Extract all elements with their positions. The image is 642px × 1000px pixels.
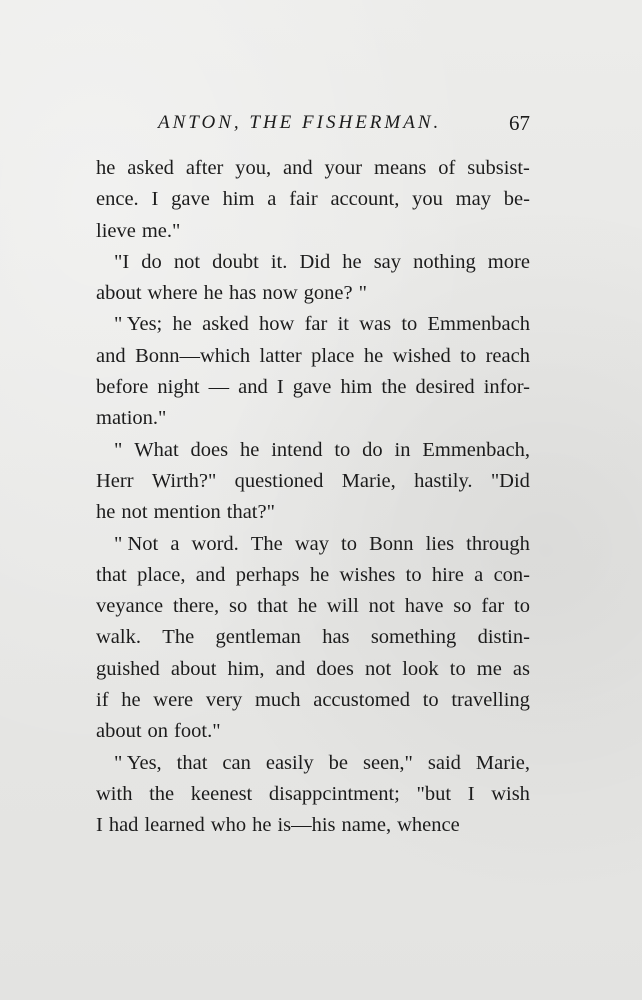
word: him bbox=[340, 376, 373, 399]
word: that?" bbox=[226, 501, 275, 524]
word: "Did bbox=[490, 469, 530, 492]
word: " bbox=[114, 438, 123, 461]
word: foot." bbox=[174, 720, 221, 743]
word: may bbox=[455, 188, 491, 211]
word: he bbox=[363, 344, 384, 367]
word: intend bbox=[271, 438, 323, 461]
word: has bbox=[229, 282, 257, 305]
text-line bbox=[96, 466, 530, 497]
word: gave bbox=[292, 376, 332, 399]
paragraph bbox=[96, 748, 530, 842]
word: much bbox=[254, 689, 301, 712]
word: so bbox=[453, 595, 472, 618]
word: asked bbox=[127, 157, 174, 179]
word: something bbox=[370, 626, 457, 649]
word: to bbox=[514, 595, 530, 618]
word: asked bbox=[202, 313, 249, 336]
word: that bbox=[176, 751, 208, 774]
word: gentleman bbox=[215, 626, 301, 649]
word: about bbox=[96, 720, 142, 743]
word: he bbox=[309, 563, 330, 586]
word: place bbox=[311, 344, 355, 367]
word: learned bbox=[144, 814, 205, 837]
word: a bbox=[170, 532, 180, 555]
word: word. bbox=[191, 532, 239, 555]
word: it bbox=[337, 313, 349, 336]
word: him, bbox=[227, 657, 265, 680]
word: gave bbox=[171, 188, 210, 211]
word: " Not bbox=[114, 532, 159, 555]
text-line bbox=[96, 716, 530, 747]
word: wishes bbox=[339, 563, 396, 586]
word: said bbox=[427, 751, 461, 774]
text-line bbox=[96, 591, 530, 622]
word: that bbox=[96, 563, 127, 586]
word: perhaps bbox=[235, 563, 300, 586]
word: look bbox=[402, 657, 439, 680]
word: in bbox=[394, 438, 411, 461]
text-line bbox=[96, 403, 530, 434]
word: have bbox=[404, 595, 444, 618]
word: to bbox=[401, 313, 418, 336]
word: he bbox=[172, 313, 192, 336]
text-line bbox=[96, 216, 530, 247]
word: veyance bbox=[96, 595, 164, 618]
word: I bbox=[96, 814, 103, 837]
word: to bbox=[334, 438, 351, 461]
word: were bbox=[153, 689, 194, 712]
word: very bbox=[205, 689, 243, 712]
word: and bbox=[238, 376, 268, 399]
word: to bbox=[422, 689, 439, 712]
text-line bbox=[96, 560, 530, 591]
text-line bbox=[96, 153, 530, 184]
word: to bbox=[405, 563, 422, 586]
word: Bonn bbox=[369, 532, 414, 555]
word: and bbox=[275, 657, 306, 680]
word: it. bbox=[270, 250, 288, 273]
word: lies bbox=[425, 532, 455, 555]
word: does bbox=[190, 438, 229, 461]
word: gone? bbox=[303, 282, 353, 305]
word: wish bbox=[491, 782, 530, 805]
word: Marie, bbox=[475, 751, 530, 774]
word: with bbox=[96, 782, 133, 805]
text-line bbox=[96, 247, 530, 278]
word: has bbox=[322, 626, 350, 649]
body-text bbox=[96, 153, 530, 842]
word: that bbox=[257, 595, 288, 618]
word: say bbox=[373, 250, 402, 273]
text-line bbox=[96, 748, 530, 779]
word: do bbox=[362, 438, 383, 461]
word: easily bbox=[265, 751, 314, 774]
word: and bbox=[96, 344, 126, 367]
word: travelling bbox=[451, 689, 530, 712]
word: does bbox=[316, 657, 354, 680]
word: latter bbox=[259, 344, 302, 367]
paragraph bbox=[96, 435, 530, 529]
word: do bbox=[141, 250, 162, 273]
word: not bbox=[364, 657, 392, 680]
word: seen," bbox=[363, 751, 413, 774]
word: hastily. bbox=[414, 469, 473, 492]
word: and bbox=[283, 157, 313, 179]
word: to bbox=[449, 657, 466, 680]
word: mation." bbox=[96, 407, 167, 430]
word: night bbox=[157, 376, 200, 399]
word: — bbox=[208, 376, 230, 399]
paragraph bbox=[96, 153, 530, 247]
word: guished bbox=[96, 657, 160, 680]
word: there, bbox=[173, 595, 220, 618]
word: Emmenbach, bbox=[422, 438, 530, 461]
word: not bbox=[368, 595, 395, 618]
word: he bbox=[297, 595, 318, 618]
word: whence bbox=[397, 814, 460, 837]
word: not bbox=[173, 250, 201, 273]
word: hire bbox=[431, 563, 464, 586]
word: you, bbox=[235, 157, 272, 179]
word: where bbox=[147, 282, 198, 305]
word: ence. bbox=[96, 188, 139, 211]
word: on bbox=[147, 720, 169, 743]
word: The bbox=[162, 626, 195, 649]
word: Did bbox=[299, 250, 331, 273]
word: The bbox=[250, 532, 283, 555]
word: he bbox=[121, 689, 141, 712]
word: I bbox=[467, 782, 475, 805]
word: not bbox=[121, 501, 148, 524]
word: me bbox=[476, 657, 502, 680]
paragraph bbox=[96, 309, 530, 434]
word: him bbox=[222, 188, 255, 211]
text-line bbox=[96, 779, 530, 810]
word: I bbox=[276, 376, 284, 399]
word: he bbox=[342, 250, 362, 273]
word: is—his bbox=[277, 814, 336, 837]
word: to bbox=[460, 344, 477, 367]
text-line bbox=[96, 497, 530, 528]
word: lieve bbox=[96, 219, 136, 242]
running-title: ANTON, THE FISHERMAN. bbox=[158, 112, 442, 133]
word: account, bbox=[330, 188, 400, 211]
word: place, bbox=[137, 563, 186, 586]
word: subsist- bbox=[467, 157, 530, 179]
word: Bonn—which bbox=[135, 344, 251, 367]
word: a bbox=[267, 188, 277, 211]
word: " bbox=[358, 282, 367, 305]
word: you bbox=[412, 188, 443, 211]
word: to bbox=[341, 532, 357, 555]
word: how bbox=[259, 313, 295, 336]
text-line bbox=[96, 810, 530, 841]
word: be bbox=[328, 751, 349, 774]
word: he bbox=[252, 814, 272, 837]
page-number: 67 bbox=[509, 111, 530, 135]
word: through bbox=[466, 532, 530, 555]
word: he bbox=[203, 282, 223, 305]
word: far bbox=[481, 595, 505, 618]
word: accustomed bbox=[313, 689, 410, 712]
word: way bbox=[294, 532, 329, 555]
word: I bbox=[151, 188, 159, 211]
word: the bbox=[381, 376, 407, 399]
word: walk. bbox=[96, 626, 141, 649]
word: questioned bbox=[234, 469, 324, 492]
word: What bbox=[134, 438, 179, 461]
word: " Yes, bbox=[114, 751, 162, 774]
word: about bbox=[170, 657, 217, 680]
word: means bbox=[374, 157, 427, 179]
word: desired bbox=[415, 376, 475, 399]
word: nothing bbox=[413, 250, 476, 273]
text-line bbox=[96, 654, 530, 685]
word: disappcintment; bbox=[268, 782, 400, 805]
word: "but bbox=[416, 782, 452, 805]
word: Marie, bbox=[341, 469, 396, 492]
word: wished bbox=[392, 344, 451, 367]
word: reach bbox=[485, 344, 530, 367]
word: if bbox=[96, 689, 109, 712]
text-line bbox=[96, 529, 530, 560]
word: the bbox=[149, 782, 175, 805]
word: mention bbox=[153, 501, 221, 524]
word: can bbox=[222, 751, 251, 774]
text-line bbox=[96, 622, 530, 653]
word: infor- bbox=[483, 376, 530, 399]
word: as bbox=[512, 657, 530, 680]
text-line bbox=[96, 372, 530, 403]
word: so bbox=[228, 595, 248, 618]
word: far bbox=[304, 313, 328, 336]
word: about bbox=[96, 282, 142, 305]
text-line bbox=[96, 341, 530, 372]
word: had bbox=[108, 814, 139, 837]
word: and bbox=[195, 563, 226, 586]
word: now bbox=[262, 282, 298, 305]
running-head bbox=[96, 108, 530, 138]
word: who bbox=[210, 814, 247, 837]
word: he bbox=[96, 157, 116, 179]
paragraph bbox=[96, 529, 530, 748]
word: be- bbox=[503, 188, 530, 211]
word: he bbox=[96, 501, 116, 524]
word: keenest bbox=[190, 782, 253, 805]
text-line bbox=[96, 309, 530, 340]
text-line bbox=[96, 278, 530, 309]
word: a bbox=[474, 563, 484, 586]
word: your bbox=[324, 157, 363, 179]
word: he bbox=[239, 438, 260, 461]
word: will bbox=[326, 595, 359, 618]
word: me." bbox=[141, 219, 181, 242]
word: before bbox=[96, 376, 149, 399]
word: was bbox=[359, 313, 392, 336]
word: " Yes; bbox=[114, 313, 163, 336]
word: name, bbox=[341, 814, 392, 837]
word: distin- bbox=[477, 626, 530, 649]
word: Herr bbox=[96, 469, 134, 492]
text-line bbox=[96, 685, 530, 716]
word: more bbox=[487, 250, 530, 273]
word: after bbox=[185, 157, 224, 179]
paragraph bbox=[96, 247, 530, 310]
word: fair bbox=[289, 188, 318, 211]
word: "I bbox=[114, 250, 130, 273]
word: Emmenbach bbox=[427, 313, 530, 336]
word: doubt bbox=[212, 250, 259, 273]
word: of bbox=[438, 157, 456, 179]
word: con- bbox=[493, 563, 530, 586]
text-line bbox=[96, 184, 530, 215]
word: Wirth?" bbox=[151, 469, 217, 492]
text-line bbox=[96, 435, 530, 466]
